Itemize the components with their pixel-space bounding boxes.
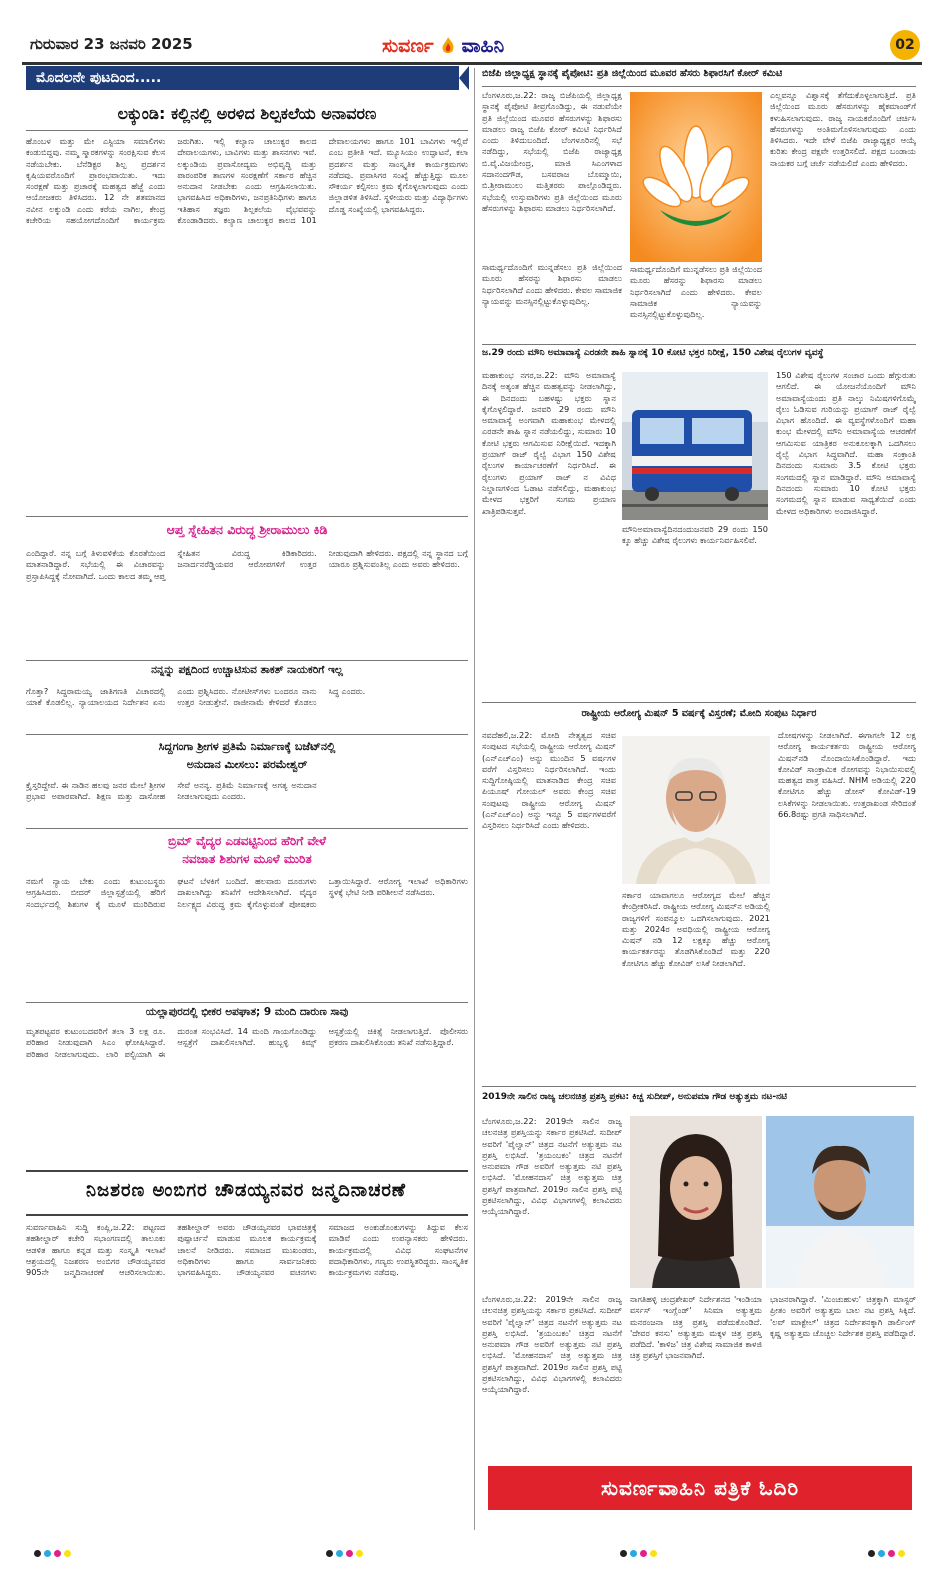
actor-photo: [766, 1116, 914, 1288]
color-registration-marks-left: [34, 1550, 71, 1557]
film-caption-right: ಭಾಜನರಾಗಿದ್ದಾರೆ. 'ಮಿಂಚುಹುಳು' ಚಿತ್ರಕ್ಕಾಗಿ ಮಾಸ್ಟರ್ ಪ್ರೀತಂ ಅವರಿಗೆ ಅತ್ಯುತ್ತಮ ಬಾಲ ನಟ ಪ್ರಶಸ್ತಿ ಸಿಕ್ಕಿದೆ. 'ಲವ್ ಮಾಕ್ಟೇಲ್' ಚಿತ್ರದ ನಿರ್ದೇಶನಕ್ಕಾಗಿ ಡಾರ್ಲಿಂಗ್ ಕೃಷ್ಣ ಅತ್ಯುತ್ತಮ ಚೊಚ್ಚಲ ನಿರ್ದೇಶಕ ಪ್ರಶಸ್ತಿ ಪಡೆದಿದ್ದಾರೆ.: [770, 1294, 916, 1338]
divider: [26, 130, 468, 131]
divider: [26, 1002, 468, 1003]
subscribe-banner-text: ಸುವರ್ಣವಾಹಿನಿ ಪತ್ರಿಕೆ ಓದಿರಿ: [600, 1476, 800, 1500]
bjp-body-left: ಬೆಂಗಳೂರು,ಜ.22: ರಾಜ್ಯ ಬಿಜೆಪಿಯಲ್ಲಿ ಜಿಲ್ಲಾಧ್ಯಕ್ಷ ಸ್ಥಾನಕ್ಕೆ ಪೈಪೋಟಿ ತೀವ್ರಗೊಂಡಿದ್ದು, ಈ ನಡುವೆಯೇ ಪ್ರತಿ ಜಿಲ್ಲೆಯಿಂದ ಮೂವರ ಹೆಸರುಗಳನ್ನು ಶಿಫಾರಸು ಮಾಡಲು ರಾಜ್ಯ ಬಿಜೆಪಿ ಕೋರ್ ಕಮಿಟಿ ನಿರ್ಧರಿಸಿದೆ ಎಂದು ತಿಳಿದುಬಂದಿದೆ. ಬೆಂಗಳೂರಿನಲ್ಲಿ ಸಭೆ ನಡೆದಿದ್ದು, ಸಭೆಯಲ್ಲಿ ಬಿಜೆಪಿ ರಾಜ್ಯಾಧ್ಯಕ್ಷ ಬಿ.ವೈ.ವಿಜಯೇಂದ್ರ, ಮಾಜಿ ಸಿಎಂಗಳಾದ ಸದಾನಂದಗೌಡ, ಬಸವರಾಜ ಬೊಮ್ಮಾಯಿ, ಬಿ.ಶ್ರೀರಾಮುಲು ಮತ್ತಿತರರು ಪಾಲ್ಗೊಂಡಿದ್ದರು. ಸಭೆಯಲ್ಲಿ ಉಸ್ತುವಾರಿಗಳು ಪ್ರತಿ ಜಿಲ್ಲೆಯಿಂದ ಮೂರು ಹೆಸರುಗಳನ್ನು ಶಿಫಾರಸು ಮಾಡಲು ನಿರ್ಧರಿಸಲಾಗಿದೆ.: [482, 90, 622, 213]
divider: [26, 516, 468, 517]
rail-body-right: 150 ವಿಶೇಷ ರೈಲುಗಳ ಸಂಚಾರ ಒಂದು ಹೆಗ್ಗುರುತು ಆಗಲಿದೆ. ಈ ಯೋಜನೆಯೊಂದಿಗೆ ಮೌನಿ ಅಮಾವಾಸ್ಯೆಯಂದು ಪ್ರತಿ ನಾಲ್ಕು ನಿಮಿಷಗಳಿಗೊಮ್ಮೆ ರೈಲು ಓಡಿಸುವ ಗುರಿಯನ್ನು ಪ್ರಯಾಗ್ ರಾಜ್ ರೈಲ್ವೆ ವಿಭಾಗ ಹೊಂದಿದೆ. ಈ ವ್ಯವಸ್ಥೆಗಳೊಂದಿಗೆ ಮಹಾ ಕುಂಭ ಮೇಳದಲ್ಲಿ ಮೌನಿ ಅಮಾವಾಸ್ಯೆಯ ಆಚರಣೆಗೆ ಆಗಮಿಸುವ ಯಾತ್ರಿಕರ ಅನುಕೂಲಕ್ಕಾಗಿ ಒದಗಿಸಲು ರೈಲ್ವೆ ವಿಭಾಗ ಸಿದ್ಧವಾಗಿದೆ. ಮಹಾ ಸಂಕ್ರಾಂತಿ ದಿನದಂದು ಸುಮಾರು 3.5 ಕೋಟಿ ಭಕ್ತರು ಸಂಗಮದಲ್ಲಿ ಸ್ನಾನ ಮಾಡಿದ್ದಾರೆ. ಮೌನಿ ಅಮಾವಾಸ್ಯೆ ದಿನದಂದು ಸುಮಾರು 10 ಕೋಟಿ ಭಕ್ತರು ಸಂಗಮದಲ್ಲಿ ಸ್ನಾನ ಮಾಡುವ ಸಾಧ್ಯತೆಯಿದೆ ಎಂದು ಮೇಳದ ಅಧಿಕಾರಿಗಳು ಅಂದಾಜಿಸಿದ್ದಾರೆ.: [776, 370, 916, 516]
newspaper-logo: [382, 31, 504, 61]
section-banner: [26, 66, 468, 90]
rail-headline: ಜ.29 ರಂದು ಮೌನಿ ಅಮಾವಾಸ್ಯೆ ಎರಡನೇ ಶಾಹಿ ಸ್ನಾನಕ್ಕೆ 10 ಕೋಟಿ ಭಕ್ತರ ನಿರೀಕ್ಷೆ, 150 ವಿಶೇಷ ರೈಲುಗಳ ವ್ಯವಸ್ಥೆ: [482, 348, 824, 358]
lead-headline: ಲಕ್ಕುಂಡಿ: ಕಲ್ಲಿನಲ್ಲಿ ಅರಳಿದ ಶಿಲ್ಪಕಲೆಯ ಅನಾವರಣ: [117, 104, 377, 123]
section-banner-title: ಮೊದಲನೇ ಪುಟದಿಂದ.....: [36, 70, 162, 86]
story3-body: ಗೊತ್ತಾ? ಸಿದ್ದರಾಮಯ್ಯ ಜಾತಿಗಣತಿ ವಿಚಾರದಲ್ಲಿ ಯಾಕೆ ಕೊಡಲಿಲ್ಲ. ನ್ಯಾಯಾಲಯದ ನಿರ್ದೇಶನ ಏನು ಎಂದು ಪ್ರಶ್ನಿಸಿದರು. ನೋಟೀಸ್‌ಗಳು ಬಂದರೂ ನಾನು ಉತ್ತರ ನೀಡುತ್ತೇನೆ. ರಾಜೀನಾಮೆ ಕೇಳಿದರೆ ಕೊಡಲು ಸಿದ್ಧ ಎಂದರು.: [26, 686, 366, 708]
story6-body: ಮೃತಪಟ್ಟವರ ಕುಟುಂಬದವರಿಗೆ ತಲಾ 3 ಲಕ್ಷ ರೂ. ಪರಿಹಾರ ನೀಡುವುದಾಗಿ ಸಿಎಂ ಘೋಷಿಸಿದ್ದಾರೆ. ಪರಿಹಾರ ನೀಡಲಾಗುವುದು. ಲಾರಿ ಪಲ್ಟಿಯಾಗಿ ಈ ದುರಂತ ಸಂಭವಿಸಿದೆ. 14 ಮಂದಿ ಗಾಯಗೊಂಡಿದ್ದು ಆಸ್ಪತ್ರೆಗೆ ದಾಖಲಿಸಲಾಗಿದೆ. ಹುಬ್ಬಳ್ಳಿ ಕಿಮ್ಸ್ ಆಸ್ಪತ್ರೆಯಲ್ಲಿ ಚಿಕಿತ್ಸೆ ನೀಡಲಾಗುತ್ತಿದೆ. ಪೊಲೀಸರು ಪ್ರಕರಣ ದಾಖಲಿಸಿಕೊಂಡು ತನಿಖೆ ನಡೆಸುತ್ತಿದ್ದಾರೆ.: [26, 1026, 468, 1059]
banner-arrow-icon: [459, 66, 469, 90]
film-caption-left: ನಾಗತಿಹಳ್ಳಿ ಚಂದ್ರಶೇಖರ್ ನಿರ್ದೇಶನದ 'ಇಂಡಿಯಾ ವರ್ಸಸ್ ಇಂಗ್ಲೆಂಡ್' ಸಿನಿಮಾ ಅತ್ಯುತ್ತಮ ಮನರಂಜನಾ ಚಿತ್ರ ಪ್ರಶಸ್ತಿ ಪಡೆದುಕೊಂಡಿದೆ. 'ದೇವರ ಕನಸು' ಅತ್ಯುತ್ತಮ ಮಕ್ಕಳ ಚಿತ್ರ ಪ್ರಶಸ್ತಿ ಪಡೆದಿದೆ. 'ಕಾಳಿಜ' ಚಿತ್ರ ವಿಶೇಷ ಸಾಮಾಜಿಕ ಕಾಳಜಿ ಚಿತ್ರ ಪ್ರಶಸ್ತಿಗೆ ಭಾಜನವಾಗಿದೆ.: [630, 1294, 762, 1361]
bjp-lotus-image: [630, 92, 762, 262]
final-article-body: ಸುವರ್ಣವಾಹಿನಿ ಸುದ್ದಿ ಕಂಪ್ಲಿ,ಜ.22: ಪಟ್ಟಣದ ತಹಶೀಲ್ದಾರ್ ಕಚೇರಿ ಸಭಾಂಗಣದಲ್ಲಿ ತಾಲೂಕು ಆಡಳಿತ ಹಾಗೂ ಕನ್ನಡ ಮತ್ತು ಸಂಸ್ಕೃತಿ ಇಲಾಖೆ ಆಶ್ರಯದಲ್ಲಿ ನಿಜಶರಣ ಅಂಬಿಗರ ಚೌಡಯ್ಯನವರ 905ನೇ ಜನ್ಮದಿನಾಚರಣೆ ಆಚರಿಸಲಾಯಿತು. ತಹಶೀಲ್ದಾರ್ ಅವರು ಚೌಡಯ್ಯನವರ ಭಾವಚಿತ್ರಕ್ಕೆ ಪುಷ್ಪಾರ್ಚನೆ ಮಾಡುವ ಮೂಲಕ ಕಾರ್ಯಕ್ರಮಕ್ಕೆ ಚಾಲನೆ ನೀಡಿದರು. ಸಮಾಜದ ಮುಖಂಡರು, ಅಧಿಕಾರಿಗಳು ಹಾಗೂ ಸಾರ್ವಜನಿಕರು ಭಾಗವಹಿಸಿದ್ದರು. ಚೌಡಯ್ಯನವರ ವಚನಗಳು ಸಮಾಜದ ಅಂಕುಡೊಂಕುಗಳನ್ನು ತಿದ್ದುವ ಕೆಲಸ ಮಾಡಿವೆ ಎಂದು ಉಪನ್ಯಾಸಕರು ಹೇಳಿದರು. ಕಾರ್ಯಕ್ರಮದಲ್ಲಿ ವಿವಿಧ ಸಂಘಟನೆಗಳ ಪದಾಧಿಕಾರಿಗಳು, ಗಣ್ಯರು ಉಪಸ್ಥಿತರಿದ್ದರು. ಸಾಂಸ್ಕೃತಿಕ ಕಾರ್ಯಕ್ರಮಗಳು ನಡೆದವು.: [26, 1222, 468, 1278]
story6-headline: ಯಲ್ಲಾಪುರದಲ್ಲಿ ಭೀಕರ ಅಪಘಾತ; 9 ಮಂದಿ ದಾರುಣ ಸಾವು: [145, 1006, 349, 1018]
portrait-icon: [622, 736, 770, 884]
nhm-headline: ರಾಷ್ಟ್ರೀಯ ಆರೋಗ್ಯ ಮಿಷನ್ 5 ವರ್ಷಕ್ಕೆ ವಿಸ್ತರಣೆ; ಮೋದಿ ಸಂಪುಟ ನಿರ್ಧಾರ: [581, 708, 817, 719]
color-registration-marks-right: [868, 1550, 905, 1557]
lead-article-body: ಹೊಂಬಳ ಮತ್ತು ಮೇ ಎಸ್ಟಿಯಾ ಸಮಾಲಿಗಳು ಕಂಡುಬಿದ್ದವು. ನಮ್ಮ ಸ್ಮಾರಕಗಳನ್ನು ಸಂರಕ್ಷಿಸುವ ಕೆಲಸ ನಡೆಯಬೇಕು. ಬೆನೆಡಿಕ್ಟರ ಶಿಲ್ಪ ಪ್ರದರ್ಶನ ಕೃಷಿಯವರೊಂದಿಗೆ ಪ್ರಾರಂಭವಾಯಿತು. ಇದು ಸಂರಕ್ಷಣೆ ಮತ್ತು ಪ್ರಚಾರಕ್ಕೆ ಮಹತ್ವದ ಹೆಜ್ಜೆ ಎಂದು ಆಯೋಜಕರು ತಿಳಿಸಿದರು. 12 ನೇ ಶತಮಾನದ ನವೀನ ಲಕ್ಕುಂಡಿ ಎಂದು ಕರೆಯ ನಾಗಿಲ, ಕೇಂದ್ರ ಕಚೇರಿಯ ಸಹಯೋಗದೊಂದಿಗೆ ಕಾರ್ಯಕ್ರಮ ಜರುಗಿತು. ಇಲ್ಲಿ ಕಲ್ಯಾಣ ಚಾಲುಕ್ಯರ ಕಾಲದ ದೇವಾಲಯಗಳು, ಬಾವಿಗಳು ಮತ್ತು ಶಾಸನಗಳು ಇವೆ. ಲಕ್ಕುಂಡಿಯ ಪ್ರವಾಸೋದ್ಯಮ ಅಭಿವೃದ್ಧಿ ಮತ್ತು ಪಾರಂಪರಿಕ ತಾಣಗಳ ಸಂರಕ್ಷಣೆಗೆ ಸರ್ಕಾರ ಹೆಚ್ಚಿನ ಅನುದಾನ ನೀಡಬೇಕು ಎಂದು ಆಗ್ರಹಿಸಲಾಯಿತು. ಭಾಗವಹಿಸಿದ ಅಧಿಕಾರಿಗಳು, ಜನಪ್ರತಿನಿಧಿಗಳು ಹಾಗೂ ಇತಿಹಾಸ ತಜ್ಞರು ಶಿಲ್ಪಕಲೆಯ ವೈಭವವನ್ನು ಕೊಂಡಾಡಿದರು. ಕಲ್ಯಾಣ ಚಾಲುಕ್ಯರ ಕಾಲದ 101 ದೇವಾಲಯಗಳು ಹಾಗೂ 101 ಬಾವಿಗಳು ಇಲ್ಲಿವೆ ಎಂಬ ಪ್ರತೀತಿ ಇದೆ. ಮ್ಯೂಸಿಯಂ ಉದ್ಘಾಟನೆ, ಕಲಾ ಪ್ರದರ್ಶನ ಮತ್ತು ಸಾಂಸ್ಕೃತಿಕ ಕಾರ್ಯಕ್ರಮಗಳು ನಡೆದವು. ಪ್ರವಾಸಿಗರ ಸಂಖ್ಯೆ ಹೆಚ್ಚುತ್ತಿದ್ದು ಮೂಲ ಸೌಕರ್ಯ ಕಲ್ಪಿಸಲು ಕ್ರಮ ಕೈಗೊಳ್ಳಲಾಗುವುದು ಎಂದು ಜಿಲ್ಲಾಡಳಿತ ತಿಳಿಸಿದೆ. ಸ್ಥಳೀಯರು ಮತ್ತು ವಿದ್ಯಾರ್ಥಿಗಳು ದೊಡ್ಡ ಸಂಖ್ಯೆಯಲ್ಲಿ ಭಾಗವಹಿಸಿದ್ದರು.: [26, 136, 468, 226]
story5-headline-line1: ಬ್ರಿಮ್ ವೈದ್ಯರ ಎಡವಟ್ಟಿನಿಂದ ಹೆರಿಗೆ ವೇಳೆ: [167, 834, 327, 848]
logo-text-part1: ಸುವರ್ಣ: [382, 35, 434, 57]
divider: [482, 344, 916, 345]
divider: [482, 86, 916, 87]
divider: [482, 1086, 916, 1087]
nhm-body-right: ದೋಷಗಳನ್ನು ನೀಡಲಾಗಿದೆ. ಈಗಾಗಲೇ 12 ಲಕ್ಷ ಆರೋಗ್ಯ ಕಾರ್ಯಕರ್ತರು ರಾಷ್ಟ್ರೀಯ ಆರೋಗ್ಯ ಮಿಷನ್‌ನಡಿ ನೊಂದಾಯಿಸಿಕೊಂಡಿದ್ದಾರೆ. ಇದು ಕೋವಿಡ್ ಸಾಂಕ್ರಾಮಿಕ ರೋಗವನ್ನು ನಿಭಾಯಿಸುವಲ್ಲಿ ಮಹತ್ವದ ಪಾತ್ರ ವಹಿಸಿದೆ. NHM ಅಡಿಯಲ್ಲಿ 220 ಕೋಟಿಗೂ ಹೆಚ್ಚು ಡೋಸ್ ಕೋವಿಡ್-19 ಲಸಿಕೆಗಳನ್ನು ನೀಡಲಾಯಿತು. ಉತ್ತರಾಖಂಡ ಸೇರಿದಂತೆ 66.8ರಷ್ಟು ಪ್ರಗತಿ ಸಾಧಿಸಲಾಗಿದೆ.: [778, 730, 916, 820]
divider: [482, 702, 916, 703]
actress-photo: [630, 1116, 762, 1288]
divider: [26, 734, 468, 735]
divider: [26, 660, 468, 661]
color-registration-marks-center: [326, 1550, 363, 1557]
modi-photo: [622, 736, 770, 884]
actor-portrait-icon: [766, 1116, 914, 1288]
story5-body: ನಮಗೆ ನ್ಯಾಯ ಬೇಕು ಎಂದು ಕುಟುಂಬಸ್ಥರು ಆಗ್ರಹಿಸಿದರು. ಬೀದರ್ ಜಿಲ್ಲಾಸ್ಪತ್ರೆಯಲ್ಲಿ ಹೆರಿಗೆ ಸಂದರ್ಭದಲ್ಲಿ ಶಿಶುಗಳ ಕೈ ಮೂಳೆ ಮುರಿದಿರುವ ಘಟನೆ ಬೆಳಕಿಗೆ ಬಂದಿದೆ. ಹಲವಾರು ದೂರುಗಳು ದಾಖಲಾಗಿದ್ದು ತನಿಖೆಗೆ ಆದೇಶಿಸಲಾಗಿದೆ. ವೈದ್ಯರ ನಿರ್ಲಕ್ಷ್ಯದ ವಿರುದ್ಧ ಕ್ರಮ ಕೈಗೊಳ್ಳುವಂತೆ ಪೋಷಕರು ಒತ್ತಾಯಿಸಿದ್ದಾರೆ. ಆರೋಗ್ಯ ಇಲಾಖೆ ಅಧಿಕಾರಿಗಳು ಸ್ಥಳಕ್ಕೆ ಭೇಟಿ ನೀಡಿ ಪರಿಶೀಲನೆ ನಡೆಸಿದರು.: [26, 876, 468, 909]
film-body-bottom: ಬೆಂಗಳೂರು,ಜ.22: 2019ನೇ ಸಾಲಿನ ರಾಜ್ಯ ಚಲನಚಿತ್ರ ಪ್ರಶಸ್ತಿಯನ್ನು ಸರ್ಕಾರ ಪ್ರಕಟಿಸಿದೆ. ಸುದೀಪ್ ಅವರಿಗೆ 'ಪೈಲ್ವಾನ್' ಚಿತ್ರದ ನಟನೆಗೆ ಅತ್ಯುತ್ತಮ ನಟ ಪ್ರಶಸ್ತಿ ಲಭಿಸಿದೆ. 'ತ್ರಯಂಬಕಂ' ಚಿತ್ರದ ನಟನೆಗೆ ಅನುಪಮಾ ಗೌಡ ಅವರಿಗೆ ಅತ್ಯುತ್ತಮ ನಟಿ ಪ್ರಶಸ್ತಿ ಲಭಿಸಿದೆ. 'ಮೋಹನದಾಸ' ಚಿತ್ರ ಅತ್ಯುತ್ತಮ ಚಿತ್ರ ಪ್ರಶಸ್ತಿಗೆ ಪಾತ್ರವಾಗಿದೆ. 2019ರ ಸಾಲಿನ ಪ್ರಶಸ್ತಿ ಪಟ್ಟಿ ಪ್ರಕಟಿಸಲಾಗಿದ್ದು, ವಿವಿಧ ವಿಭಾಗಗಳಲ್ಲಿ ಕಲಾವಿದರು ಆಯ್ಕೆಯಾಗಿದ್ದಾರೆ.: [482, 1294, 622, 1395]
film-headline: 2019ನೇ ಸಾಲಿನ ರಾಜ್ಯ ಚಲನಚಿತ್ರ ಪ್ರಶಸ್ತಿ ಪ್ರಕಟ: ಕಿಚ್ಚ ಸುದೀಪ್, ಅನುಪಮಾ ಗೌಡ ಅತ್ಯುತ್ತಮ ನಟ-ನಟಿ: [482, 1092, 787, 1102]
story4-headline-line1: ಸಿದ್ದಗಂಗಾ ಶ್ರೀಗಳ ಪ್ರತಿಮೆ ನಿರ್ಮಾಣಕ್ಕೆ ಬಜೆಟ್‌ನಲ್ಲಿ: [158, 740, 336, 753]
subscribe-banner: [488, 1466, 912, 1510]
actress-portrait-icon: [630, 1116, 762, 1288]
nhm-body-mid: ಸರ್ಕಾರ ಯಾವಾಗಲೂ ಆರೋಗ್ಯದ ಮೇಲೆ ಹೆಚ್ಚಿನ ಕೇಂದ್ರೀಕರಿಸಿದೆ. ರಾಷ್ಟ್ರೀಯ ಆರೋಗ್ಯ ಮಿಷನ್‌ನ ಅಡಿಯಲ್ಲಿ ರಾಜ್ಯಗಳಿಗೆ ಸಂಪನ್ಮೂಲ ಒದಗಿಸಲಾಗುವುದು. 2021 ಮತ್ತು 2024ರ ಅವಧಿಯಲ್ಲಿ ರಾಷ್ಟ್ರೀಯ ಆರೋಗ್ಯ ಮಿಷನ್ ನಡಿ 12 ಲಕ್ಷಕ್ಕೂ ಹೆಚ್ಚು ಆರೋಗ್ಯ ಕಾರ್ಯಕರ್ತರನ್ನು ತೊಡಗಿಸಿಕೊಂಡಿದೆ ಮತ್ತು 220 ಕೋಟಿಗೂ ಹೆಚ್ಚು ಕೋವಿಡ್ ಲಸಿಕೆ ನೀಡಲಾಗಿದೆ.: [622, 890, 770, 968]
story3-headline: ನನ್ನನ್ನು ಪಕ್ಷದಿಂದ ಉಚ್ಚಾಟಿಸುವ ತಾಕತ್ ನಾಯಕರಿಗೆ ಇಲ್ಲ: [151, 664, 343, 676]
bjp-body-continued: ಸಾಮರ್ಥ್ಯದೊಂದಿಗೆ ಮುನ್ನಡೆಸಲು ಪ್ರತಿ ಜಿಲ್ಲೆಯಿಂದ ಮೂರು ಹೆಸರನ್ನು ಶಿಫಾರಸು ಮಾಡಲು ನಿರ್ಧರಿಸಲಾಗಿದೆ ಎಂದು ಹೇಳಿದರು. ಕೇವಲ ಸಾಮಾಜಿಕ ನ್ಯಾಯವನ್ನು ಮನಸ್ಸಿನಲ್ಲಿಟ್ಟುಕೊಳ್ಳುವುದಿಲ್ಲ.: [482, 262, 622, 306]
final-headline: ನಿಜಶರಣ ಅಂಬಿಗರ ಚೌಡಯ್ಯನವರ ಜನ್ಮದಿನಾಚರಣೆ: [85, 1180, 406, 1201]
masthead-rule: [22, 62, 922, 65]
column-divider: [474, 68, 475, 1530]
story2-headline: ಆಪ್ತ ಸ್ನೇಹಿತನ ವಿರುದ್ಧ ಶ್ರೀರಾಮುಲು ಕಿಡಿ: [166, 522, 328, 537]
rail-body-left: ಮಹಾಕುಂಭ ನಗರ,ಜ.22: ಮೌನಿ ಅಮಾವಾಸ್ಯೆ ದಿನಕ್ಕೆ ಅತ್ಯಂತ ಹೆಚ್ಚಿನ ಮಹತ್ವವನ್ನು ನೀಡಲಾಗಿದ್ದು, ಈ ದಿನದಂದು ಬಹಳಷ್ಟು ಭಕ್ತರು ಸ್ನಾನ ಕೈಗೊಳ್ಳಲಿದ್ದಾರೆ. ಜನವರಿ 29 ರಂದು ಮೌನಿ ಅಮಾವಾಸ್ಯೆ ಅಂಗವಾಗಿ ಮಹಾಕುಂಭ ಮೇಳದಲ್ಲಿ ಎರಡನೇ ಶಾಹಿ ಸ್ನಾನ ನಡೆಯಲಿದ್ದು, ಸುಮಾರು 10 ಕೋಟಿ ಭಕ್ತರು ಆಗಮಿಸುವ ನಿರೀಕ್ಷೆಯಿದೆ. ಇದಕ್ಕಾಗಿ ಪ್ರಯಾಗ್ ರಾಜ್ ರೈಲ್ವೆ ವಿಭಾಗ 150 ವಿಶೇಷ ರೈಲುಗಳ ಕಾರ್ಯಾಚರಣೆಗೆ ನಿರ್ಧರಿಸಿದೆ. ಈ ರೈಲುಗಳು ಪ್ರಯಾಗ್ ರಾಜ್ ನ ವಿವಿಧ ನಿಲ್ದಾಣಗಳಿಂದ ಓಡಾಟ ನಡೆಸಲಿದ್ದು, ಮಹಾಕುಂಭ ಮೇಳದ ಭಕ್ತರಿಗೆ ಸುಗಮ ಪ್ರಯಾಣ ಖಾತ್ರಿಪಡಿಸುತ್ತವೆ.: [482, 370, 616, 516]
divider: [26, 1170, 468, 1172]
bjp-body-right: ಎಲ್ಲವನ್ನೂ ವಿಶ್ವಾಸಕ್ಕೆ ತೆಗೆದುಕೊಳ್ಳಲಾಗುತ್ತಿದೆ. ಪ್ರತಿ ಜಿಲ್ಲೆಯಿಂದ ಮೂರು ಹೆಸರುಗಳನ್ನು ಹೈಕಮಾಂಡ್‌ಗೆ ಕಳುಹಿಸಲಾಗುವುದು. ರಾಜ್ಯ ನಾಯಕರೊಂದಿಗೆ ಚರ್ಚಿಸಿ ಹೆಸರುಗಳನ್ನು ಅಂತಿಮಗೊಳಿಸಲಾಗುವುದು ಎಂದು ತಿಳಿಸಿದರು. ಇದೇ ವೇಳೆ ಬಿಜೆಪಿ ರಾಜ್ಯಾಧ್ಯಕ್ಷರ ಆಯ್ಕೆ ಕುರಿತು ಕೇಂದ್ರ ಪಕ್ಷವೇ ಉತ್ತರಿಸಲಿದೆ. ಪಕ್ಷದ ಬಂಡಾಯ ನಾಯಕರ ಬಗ್ಗೆ ಚರ್ಚೆ ನಡೆಯಲಿದೆ ಎಂದು ಹೇಳಿದರು.: [770, 90, 916, 168]
train-photo: [622, 372, 768, 520]
story4-headline-line2: ಅನುದಾನ ಮೀಸಲು: ಪರಮೇಶ್ವರ್: [186, 758, 308, 771]
lotus-icon: [630, 92, 762, 262]
issue-date: ಗುರುವಾರ 23 ಜನವರಿ 2025: [30, 35, 193, 53]
bjp-body-bottom: ಸಾಮರ್ಥ್ಯದೊಂದಿಗೆ ಮುನ್ನಡೆಸಲು ಪ್ರತಿ ಜಿಲ್ಲೆಯಿಂದ ಮೂರು ಹೆಸರನ್ನು ಶಿಫಾರಸು ಮಾಡಲು ನಿರ್ಧರಿಸಲಾಗಿದೆ ಎಂದು ಹೇಳಿದರು. ಕೇವಲ ಸಾಮಾಜಿಕ ನ್ಯಾಯವನ್ನು ಮನಸ್ಸಿನಲ್ಲಿಟ್ಟುಕೊಳ್ಳುವುದಿಲ್ಲ.: [630, 264, 762, 320]
rail-caption: ಮೌನಿಅಮಾವಾಸ್ಯೆದಿನದಂದುಜನವರಿ 29 ರಂದು 150 ಕ್ಕೂ ಹೆಚ್ಚು ವಿಶೇಷ ರೈಲುಗಳು ಕಾರ್ಯನಿರ್ವಹಿಸಲಿವೆ.: [622, 524, 768, 546]
story4-body: ಕ್ರೈಸ್ತರಿದ್ದೇವೆ. ಈ ನಾಡಿನ ಹಲವು ಜನರ ಮೇಲೆ ಶ್ರೀಗಳ ಪ್ರಭಾವ ಅಪಾರವಾಗಿದೆ. ಶಿಕ್ಷಣ ಮತ್ತು ದಾಸೋಹ ಸೇವೆ ಅನನ್ಯ. ಪ್ರತಿಮೆ ನಿರ್ಮಾಣಕ್ಕೆ ಅಗತ್ಯ ಅನುದಾನ ನೀಡಲಾಗುವುದು ಎಂದರು.: [26, 780, 317, 802]
story5-headline-line2: ನವಜಾತ ಶಿಶುಗಳ ಮೂಳೆ ಮುರಿತ: [182, 852, 312, 866]
train-image-icon: [622, 372, 768, 520]
page-number-badge: 02: [890, 30, 920, 60]
logo-flame-icon: [438, 36, 458, 56]
divider: [26, 1214, 468, 1216]
masthead: [22, 30, 922, 62]
nhm-body-left: ನವದೆಹಲಿ,ಜ.22: ಮೋದಿ ನೇತೃತ್ವದ ಸಚಿವ ಸಂಪುಟದ ಸಭೆಯಲ್ಲಿ ರಾಷ್ಟ್ರೀಯ ಆರೋಗ್ಯ ಮಿಷನ್ (ಎನ್‌ಎಚ್‌ಎಂ) ಅನ್ನು ಮುಂದಿನ 5 ವರ್ಷಗಳ ವರೆಗೆ ವಿಸ್ತರಿಸಲು ನಿರ್ಧರಿಸಲಾಗಿದೆ. ಇಂದು ಸುದ್ದಿಗೋಷ್ಠಿಯಲ್ಲಿ ಮಾತನಾಡಿದ ಕೇಂದ್ರ ಸಚಿವ ಪಿಯೂಷ್ ಗೋಯಲ್ ಅವರು ಕೇಂದ್ರ ಸಚಿವ ಸಂಪುಟವು ರಾಷ್ಟ್ರೀಯ ಆರೋಗ್ಯ ಮಿಷನ್ (ಎನ್‌ಎಚ್‌ಎಂ) ಅನ್ನು ಇನ್ನೂ 5 ವರ್ಷಗಳವರೆಗೆ ವಿಸ್ತರಿಸಲು ನಿರ್ಧರಿಸಿದೆ ಎಂದು ಹೇಳಿದರು.: [482, 730, 616, 831]
bjp-headline: ಬಿಜೆಪಿ ಜಿಲ್ಲಾಧ್ಯಕ್ಷ ಸ್ಥಾನಕ್ಕೆ ಪೈಪೋಟಿ: ಪ್ರತಿ ಜಿಲ್ಲೆಯಿಂದ ಮೂವರ ಹೆಸರು ಶಿಫಾರಸಿಗೆ ಕೋರ್ ಕಮಿಟಿ: [482, 68, 783, 79]
story2-body: ಎಂದಿದ್ದಾರೆ. ನನ್ನ ಬಗ್ಗೆ ತಿಳುವಳಿಕೆಯ ಕೊರತೆಯಿಂದ ಮಾತನಾಡಿದ್ದಾರೆ. ಸಭೆಯಲ್ಲಿ ಈ ವಿಚಾರವನ್ನು ಪ್ರಸ್ತಾಪಿಸಿದ್ದಕ್ಕೆ ನೋವಾಗಿದೆ. ಒಂದು ಕಾಲದ ತಮ್ಮ ಆಪ್ತ ಸ್ನೇಹಿತನ ವಿರುದ್ಧ ಕಿಡಿಕಾರಿದರು. ಜನಾರ್ದನರೆಡ್ಡಿಯವರ ಆರೋಪಗಳಿಗೆ ಉತ್ತರ ನೀಡುವುದಾಗಿ ಹೇಳಿದರು. ಪಕ್ಷದಲ್ಲಿ ನನ್ನ ಸ್ಥಾನದ ಬಗ್ಗೆ ಯಾರೂ ಪ್ರಶ್ನಿಸುವಂತಿಲ್ಲ ಎಂದು ಅವರು ಹೇಳಿದರು.: [26, 548, 468, 581]
color-registration-marks-center-right: [620, 1550, 657, 1557]
divider: [26, 828, 468, 829]
film-body-top: ಬೆಂಗಳೂರು,ಜ.22: 2019ನೇ ಸಾಲಿನ ರಾಜ್ಯ ಚಲನಚಿತ್ರ ಪ್ರಶಸ್ತಿಯನ್ನು ಸರ್ಕಾರ ಪ್ರಕಟಿಸಿದೆ. ಸುದೀಪ್ ಅವರಿಗೆ 'ಪೈಲ್ವಾನ್' ಚಿತ್ರದ ನಟನೆಗೆ ಅತ್ಯುತ್ತಮ ನಟ ಪ್ರಶಸ್ತಿ ಲಭಿಸಿದೆ. 'ತ್ರಯಂಬಕಂ' ಚಿತ್ರದ ನಟನೆಗೆ ಅನುಪಮಾ ಗೌಡ ಅವರಿಗೆ ಅತ್ಯುತ್ತಮ ನಟಿ ಪ್ರಶಸ್ತಿ ಲಭಿಸಿದೆ. 'ಮೋಹನದಾಸ' ಚಿತ್ರ ಅತ್ಯುತ್ತಮ ಚಿತ್ರ ಪ್ರಶಸ್ತಿಗೆ ಪಾತ್ರವಾಗಿದೆ. 2019ರ ಸಾಲಿನ ಪ್ರಶಸ್ತಿ ಪಟ್ಟಿ ಪ್ರಕಟಿಸಲಾಗಿದ್ದು, ವಿವಿಧ ವಿಭಾಗಗಳಲ್ಲಿ ಕಲಾವಿದರು ಆಯ್ಕೆಯಾಗಿದ್ದಾರೆ.: [482, 1116, 622, 1217]
logo-text-part2: ವಾಹಿನಿ: [461, 35, 505, 57]
